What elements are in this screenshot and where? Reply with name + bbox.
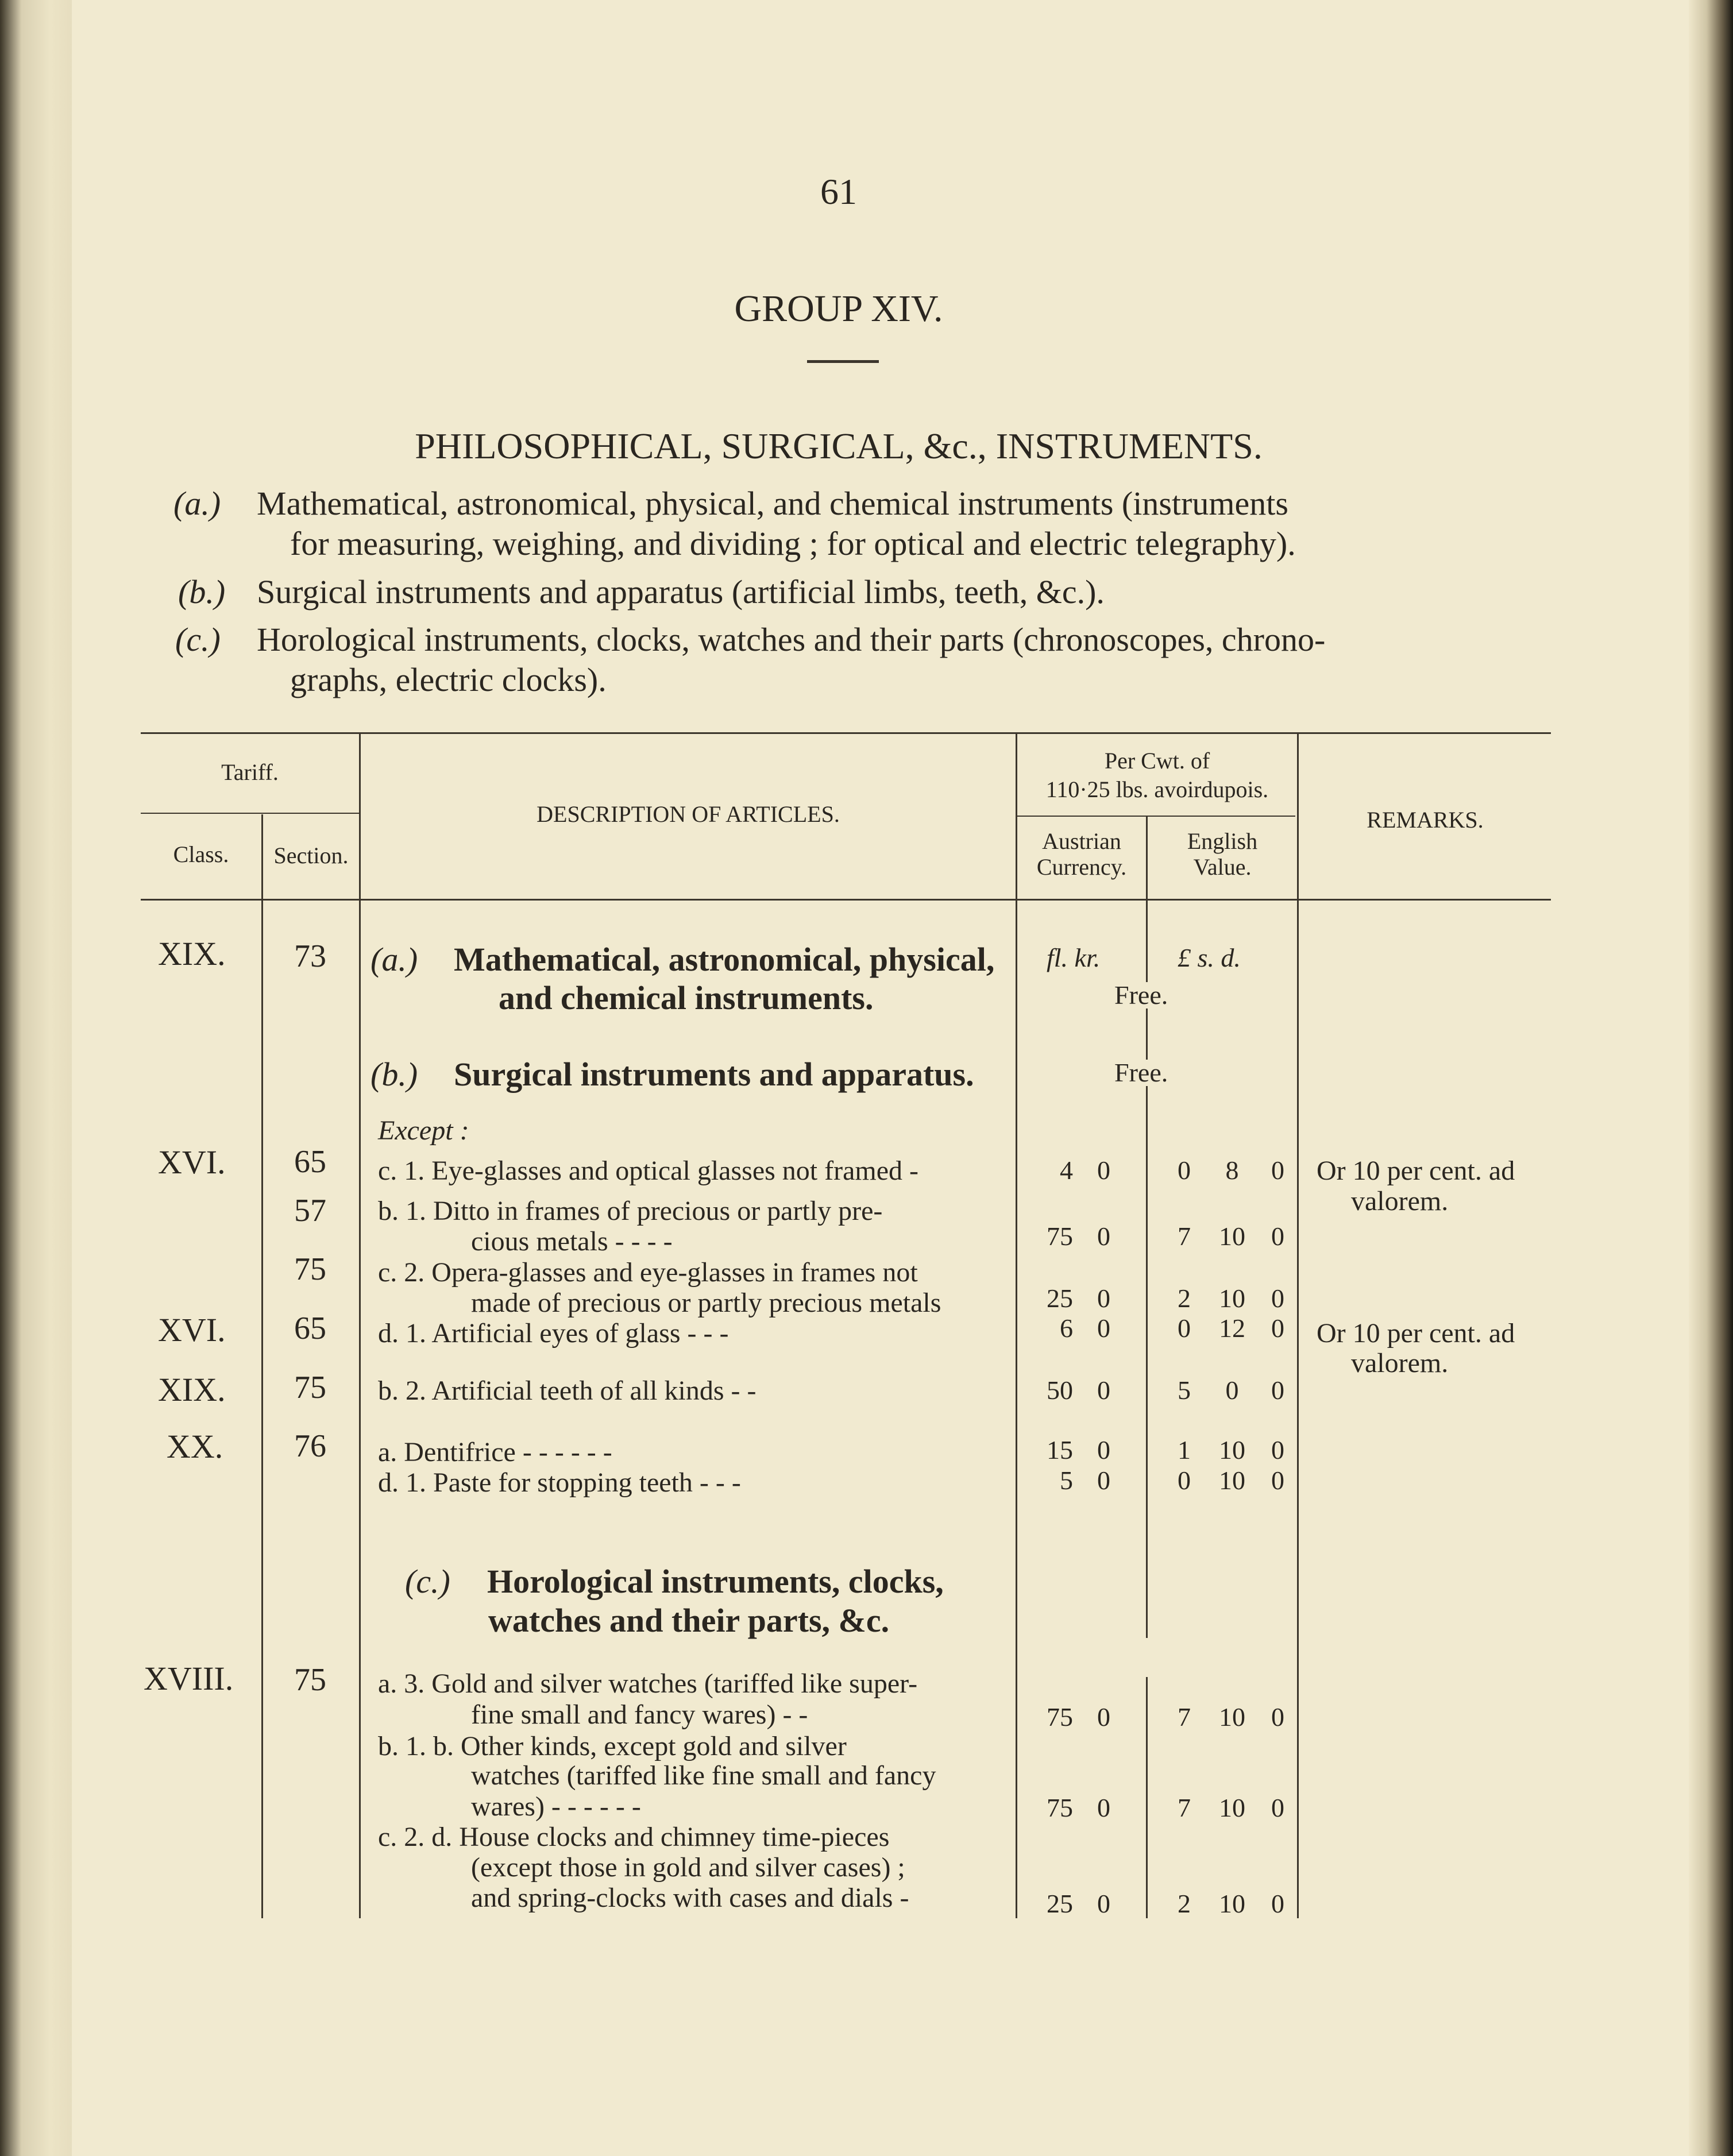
header-description: DESCRIPTION OF ARTICLES.: [537, 801, 840, 827]
article-text: a. 3. Gold and silver watches (tariffed like super-: [378, 1668, 918, 1699]
shilling-value: 10: [1219, 1284, 1245, 1313]
currency-divider: [1146, 1677, 1148, 1918]
pence-value: 0: [1271, 1313, 1284, 1343]
article-text: a. Dentifrice - - - - - -: [378, 1437, 612, 1467]
intro-b-line: Surgical instruments and apparatus (artificial limbs, teeth, &c.).: [257, 573, 1105, 611]
article-text: and spring-clocks with cases and dials -: [471, 1883, 909, 1913]
header-class: Class.: [173, 841, 229, 867]
pence-value: 0: [1271, 1435, 1284, 1465]
header-bottom-rule: [141, 899, 1551, 901]
article-text: b. 1. Ditto in frames of precious or partly pre-: [378, 1196, 883, 1226]
fl-value: 75: [1047, 1793, 1073, 1822]
pound-value: 5: [1178, 1375, 1191, 1405]
kr-value: 0: [1097, 1375, 1110, 1405]
kr-value: 0: [1097, 1313, 1110, 1343]
shilling-value: 8: [1225, 1156, 1239, 1185]
table-top-rule: [141, 732, 1551, 734]
article-text: watches (tariffed like fine small and fancy: [471, 1760, 936, 1791]
article-text: d. 1. Artificial eyes of glass - - -: [378, 1318, 729, 1349]
per-cwt-rule: [1017, 816, 1295, 817]
article-text: d. 1. Paste for stopping teeth - - -: [378, 1467, 741, 1498]
pence-value: 0: [1271, 1793, 1284, 1822]
except-label: Except :: [378, 1115, 469, 1146]
intro-c-line: graphs, electric clocks).: [290, 661, 607, 698]
fl-value: 25: [1047, 1284, 1073, 1313]
fl-value: 50: [1047, 1375, 1073, 1405]
section-cell: 76: [294, 1428, 326, 1464]
class-cell: XX.: [167, 1428, 223, 1465]
fl-value: 75: [1047, 1222, 1073, 1251]
class-cell: XVI.: [158, 1143, 226, 1181]
article-text: (except those in gold and silver cases) ;: [471, 1852, 905, 1883]
intro-a-line: Mathematical, astronomical, physical, and chemical instruments (instruments: [257, 485, 1288, 522]
unit-austrian: fl. kr.: [1047, 943, 1101, 972]
class-divider: [261, 901, 263, 1918]
article-text: b. 1. b. Other kinds, except gold and silver: [378, 1731, 847, 1761]
article-text: wares) - - - - - -: [471, 1791, 641, 1822]
class-cell: XIX.: [158, 1371, 226, 1408]
article-text: cious metals - - - -: [471, 1226, 673, 1257]
pence-value: 0: [1271, 1222, 1284, 1251]
fl-value: 15: [1047, 1435, 1073, 1465]
header-tariff: Tariff.: [221, 759, 279, 785]
unit-english: £ s. d.: [1178, 943, 1241, 972]
kr-value: 0: [1097, 1702, 1110, 1732]
pound-value: 1: [1178, 1435, 1191, 1465]
value-divider: [1297, 734, 1299, 1918]
pound-value: 7: [1178, 1793, 1191, 1822]
section-a-title: Mathematical, astronomical, physical,: [454, 941, 995, 978]
kr-value: 0: [1097, 1889, 1110, 1918]
intro-b-letter: (b.): [178, 573, 226, 611]
header-remarks: REMARKS.: [1367, 807, 1484, 833]
class-cell: XIX.: [158, 935, 226, 972]
shilling-value: 10: [1219, 1222, 1245, 1251]
class-cell: XVI.: [158, 1311, 226, 1349]
description-divider: [1016, 734, 1017, 1918]
free-label: Free.: [1112, 1060, 1170, 1086]
fl-value: 6: [1060, 1313, 1073, 1343]
shilling-value: 10: [1219, 1889, 1245, 1918]
page-title: PHILOSOPHICAL, SURGICAL, &c., INSTRUMENTS.: [415, 426, 1263, 466]
fl-value: 25: [1047, 1889, 1073, 1918]
remark-text: Or 10 per cent. ad: [1317, 1156, 1515, 1186]
remark-text: valorem.: [1351, 1186, 1449, 1216]
header-per-cwt: Per Cwt. of: [1104, 748, 1210, 774]
article-text: c. 2. d. House clocks and chimney time-pieces: [378, 1822, 890, 1852]
header-section: Section.: [273, 843, 349, 868]
intro-c-line: Horological instruments, clocks, watches and their parts (chronoscopes, chrono-: [257, 621, 1326, 658]
page-number: 61: [820, 171, 857, 212]
section-cell: 75: [294, 1251, 326, 1287]
intro-a-line: for measuring, weighing, and dividing ; for optical and electric telegraphy).: [290, 525, 1296, 562]
book-gutter: [0, 0, 72, 2156]
class-cell: XVIII.: [144, 1660, 234, 1697]
section-cell: 65: [294, 1144, 326, 1180]
section-cell: 75: [294, 1662, 326, 1698]
section-cell: 65: [294, 1311, 326, 1346]
article-text: b. 2. Artificial teeth of all kinds - -: [378, 1375, 757, 1406]
pound-value: 0: [1178, 1313, 1191, 1343]
tariff-rule: [141, 813, 359, 814]
header-english: English: [1187, 828, 1258, 854]
shilling-value: 10: [1219, 1466, 1245, 1495]
remark-text: valorem.: [1351, 1348, 1449, 1378]
kr-value: 0: [1097, 1156, 1110, 1185]
section-b-title: Surgical instruments and apparatus.: [454, 1056, 974, 1093]
kr-value: 0: [1097, 1435, 1110, 1465]
section-divider: [359, 734, 361, 1918]
header-per-cwt-weight: 110·25 lbs. avoirdupois.: [1045, 776, 1269, 802]
page-edge: [1689, 0, 1733, 2156]
section-cell: 57: [294, 1193, 326, 1228]
shilling-value: 12: [1219, 1313, 1245, 1343]
pound-value: 7: [1178, 1222, 1191, 1251]
section-a-letter: (a.): [370, 941, 418, 978]
pence-value: 0: [1271, 1375, 1284, 1405]
pound-value: 0: [1178, 1466, 1191, 1495]
kr-value: 0: [1097, 1222, 1110, 1251]
fl-value: 75: [1047, 1702, 1073, 1732]
shilling-value: 10: [1219, 1702, 1245, 1732]
pence-value: 0: [1271, 1702, 1284, 1732]
shilling-value: 0: [1225, 1375, 1239, 1405]
article-text: fine small and fancy wares) - -: [471, 1699, 808, 1730]
kr-value: 0: [1097, 1284, 1110, 1313]
heading-rule: [807, 360, 879, 363]
article-text: c. 2. Opera-glasses and eye-glasses in frames not: [378, 1257, 918, 1288]
shilling-value: 10: [1219, 1435, 1245, 1465]
section-c-letter: (c.): [405, 1563, 450, 1600]
pound-value: 7: [1178, 1702, 1191, 1732]
fl-value: 5: [1060, 1466, 1073, 1495]
intro-a-letter: (a.): [173, 485, 221, 522]
pence-value: 0: [1271, 1889, 1284, 1918]
section-c-title: Horological instruments, clocks,: [487, 1563, 944, 1600]
header-austrian: Austrian: [1042, 828, 1121, 854]
section-c-title: watches and their parts, &c.: [488, 1602, 890, 1639]
pound-value: 2: [1178, 1284, 1191, 1313]
pence-value: 0: [1271, 1156, 1284, 1185]
pound-value: 0: [1178, 1156, 1191, 1185]
section-b-letter: (b.): [370, 1056, 418, 1093]
section-cell: 75: [294, 1370, 326, 1405]
header-austrian-currency: Currency.: [1036, 854, 1127, 880]
article-text: made of precious or partly precious metals: [471, 1288, 941, 1318]
header-english-value: Value.: [1193, 854, 1252, 880]
shilling-value: 10: [1219, 1793, 1245, 1822]
kr-value: 0: [1097, 1466, 1110, 1495]
pound-value: 2: [1178, 1889, 1191, 1918]
kr-value: 0: [1097, 1793, 1110, 1822]
group-heading: GROUP XIV.: [734, 288, 943, 330]
intro-c-letter: (c.): [175, 621, 221, 658]
article-text: c. 1. Eye-glasses and optical glasses not framed -: [378, 1156, 919, 1186]
fl-value: 4: [1060, 1156, 1073, 1185]
section-cell: 73: [294, 938, 326, 974]
pence-value: 0: [1271, 1466, 1284, 1495]
remark-text: Or 10 per cent. ad: [1317, 1318, 1515, 1349]
section-a-title: and chemical instruments.: [499, 979, 874, 1017]
pence-value: 0: [1271, 1284, 1284, 1313]
free-label: Free.: [1112, 982, 1170, 1009]
currency-divider: [1146, 816, 1148, 1638]
